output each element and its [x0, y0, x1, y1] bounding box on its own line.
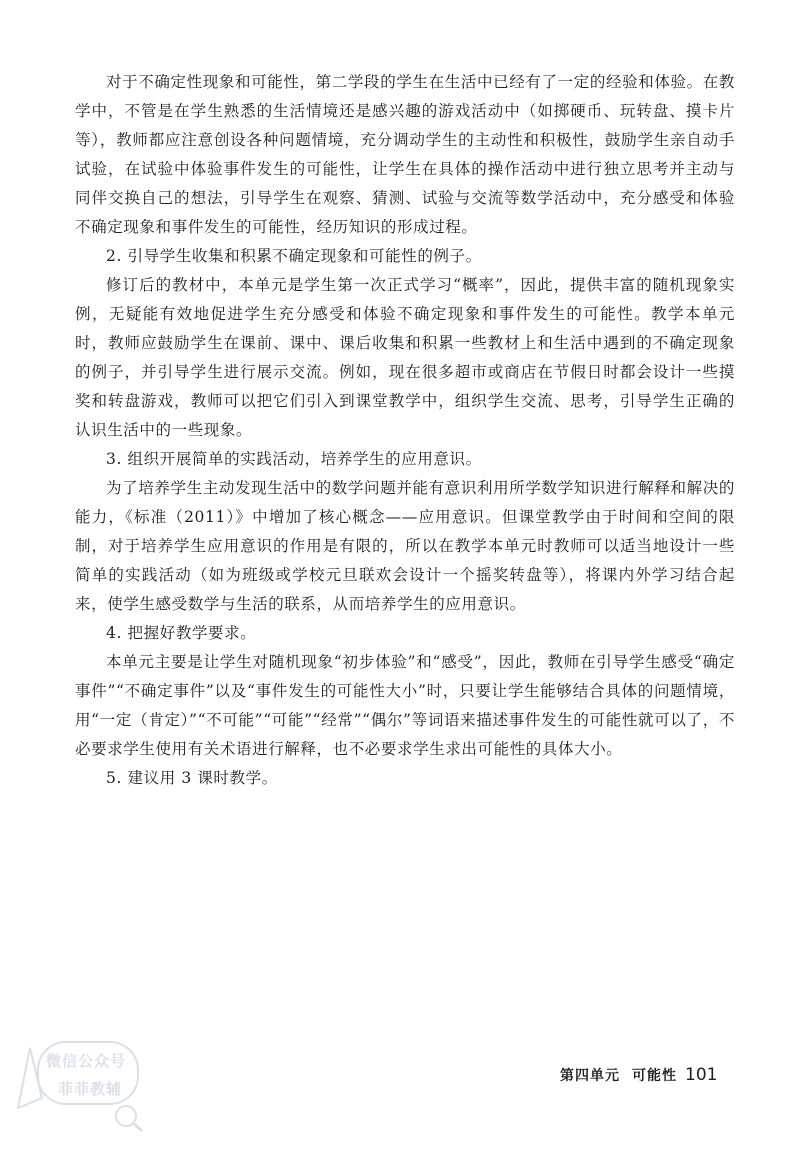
watermark-line2: 菲菲教辅: [58, 1080, 123, 1098]
footer-unit: 第四单元: [560, 1068, 620, 1084]
watermark: [8, 1038, 148, 1133]
item-heading-3: 3. 组织开展简单的实践活动，培养学生的应用意识。: [106, 450, 482, 468]
paragraph-3: 为了培养学生主动发现生活中的数学问题并能有意识利用所学数学知识进行解释和解决的能力，《标准（2011）》中增加了核心概念——应用意识。但课堂教学由于时间和空间的限制，对于培养学生应用意识的作用是有限的，所以在教学本单元时教师可以适当地设计一些简单的实践活动（如为班级或学校元旦联欢会设计一个摇奖转盘等），将课内外学习结合起来，使学生感受数学与生活的联系，从而培养学生的应用意识。: [75, 479, 735, 613]
footer-topic: 可能性: [632, 1068, 677, 1084]
page-footer: [560, 1065, 740, 1085]
item-heading-5: 5. 建议用 3 课时教学。: [106, 769, 278, 787]
item-heading-2: 2. 引导学生收集和积累不确定现象和可能性的例子。: [106, 247, 482, 265]
body-text: [75, 68, 735, 793]
paragraph-2: 修订后的教材中，本单元是学生第一次正式学习“概率”，因此，提供丰富的随机现象实例，无疑能有效地促进学生充分感受和体验不确定现象和事件发生的可能性。教学本单元时，教师应鼓励学生在课前、课中、课后收集和积累一些教材上和生活中遇到的不确定现象的例子，并引导学生进行展示交流。例如，现在很多超市或商店在节假日时都会设计一些摸奖和转盘游戏，教师可以把它们引入到课堂教学中，组织学生交流、思考，引导学生正确的认识生活中的一些现象。: [75, 276, 735, 439]
item-heading-4: 4. 把握好教学要求。: [106, 624, 257, 642]
paragraph-4: 本单元主要是让学生对随机现象“初步体验”和“感受”，因此，教师在引导学生感受“确定事件”“不确定事件”以及“事件发生的可能性大小”时，只要让学生能够结合具体的问题情境，用“一定（肯定）”“不可能”“可能”“经常”“偶尔”等词语来描述事件发生的可能性就可以了，不必要求学生使用有关术语进行解释，也不必要求学生求出可能性的具体大小。: [75, 653, 735, 758]
paragraph-intro: 对于不确定性现象和可能性，第二学段的学生在生活中已经有了一定的经验和体验。在教学中，不管是在学生熟悉的生活情境还是感兴趣的游戏活动中（如掷硬币、玩转盘、摸卡片等），教师都应注意创设各种问题情境，充分调动学生的主动性和积极性，鼓励学生亲自动手试验，在试验中体验事件发生的可能性，让学生在具体的操作活动中进行独立思考并主动与同伴交换自己的想法，引导学生在观察、猜测、试验与交流等数学活动中，充分感受和体验不确定现象和事件发生的可能性，经历知识的形成过程。: [75, 73, 735, 236]
watermark-line1: 微信公众号: [46, 1052, 127, 1070]
page-number: 101: [685, 1065, 718, 1085]
